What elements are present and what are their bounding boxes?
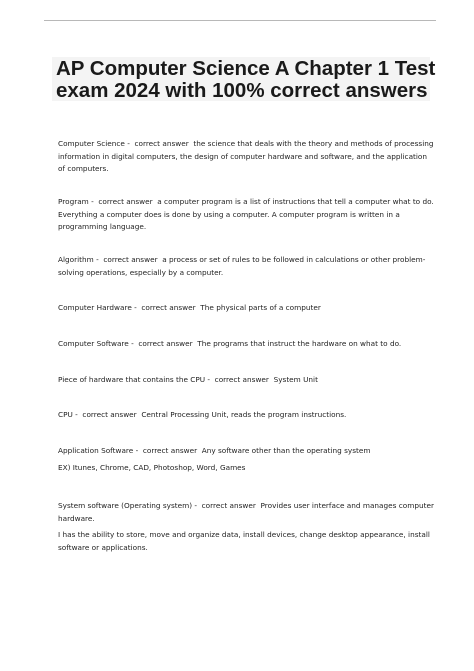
qa-separator: - correct answer bbox=[205, 375, 274, 384]
qa-term: System software (Operating system) bbox=[58, 501, 193, 510]
qa-term: Application Software bbox=[58, 446, 134, 455]
qa-entry-computer-hardware bbox=[58, 302, 436, 315]
qa-term: CPU bbox=[58, 410, 73, 419]
qa-separator: - correct answer bbox=[133, 446, 202, 455]
qa-answer: The physical parts of a computer bbox=[200, 303, 321, 312]
qa-answer: The programs that instruct the hardware on what to do. bbox=[197, 339, 402, 348]
qa-answer: Any software other than the operating system bbox=[201, 446, 371, 455]
qa-term: Computer Science bbox=[58, 139, 125, 148]
qa-separator: - correct answer bbox=[88, 197, 158, 206]
qa-term: Piece of hardware that contains the CPU bbox=[58, 375, 206, 384]
qa-entry-algorithm bbox=[58, 254, 436, 279]
document-title-line-2: exam 2024 with 100% correct answers bbox=[56, 79, 428, 102]
qa-term: Algorithm bbox=[58, 255, 94, 264]
qa-answer: Provides user interface and manages computer hardware. bbox=[58, 501, 434, 523]
qa-answer: a process or set of rules to be followed in calculations or other problem-solving operations, especially by a computer. bbox=[58, 255, 426, 277]
qa-extra-system-software-details: I has the ability to store, move and organize data, install devices, change desktop appearance, install software or applications. bbox=[58, 530, 430, 552]
qa-separator: - correct answer bbox=[72, 410, 142, 419]
qa-entry-system-unit bbox=[58, 374, 436, 387]
top-divider bbox=[44, 20, 436, 21]
qa-entry-application-software bbox=[58, 445, 436, 458]
document-title-line-1: AP Computer Science A Chapter 1 Test bbox=[56, 57, 436, 80]
qa-term: Computer Software bbox=[58, 339, 129, 348]
qa-answer: a computer program is a list of instructions that tell a computer what to do. Everything a computer does is done by using a computer. A computer program is written in a programming language. bbox=[58, 197, 434, 231]
qa-separator: - correct answer bbox=[192, 501, 261, 510]
qa-term: Program bbox=[58, 197, 89, 206]
qa-answer: System Unit bbox=[273, 375, 318, 384]
qa-term: Computer Hardware bbox=[58, 303, 132, 312]
qa-entry-computer-science bbox=[58, 138, 436, 176]
qa-entry-system-software bbox=[58, 500, 436, 525]
qa-separator: - correct answer bbox=[124, 139, 194, 148]
qa-entry-computer-software bbox=[58, 338, 436, 351]
qa-separator: - correct answer bbox=[128, 339, 198, 348]
qa-answer: the science that deals with the theory and methods of processing information in digital computers, the design of computer hardware and software, and the application of computers. bbox=[58, 139, 434, 173]
qa-entry-program bbox=[58, 196, 436, 234]
qa-entry-cpu bbox=[58, 409, 436, 422]
qa-answer: Central Processing Unit, reads the program instructions. bbox=[141, 410, 347, 419]
qa-separator: - correct answer bbox=[93, 255, 163, 264]
qa-separator: - correct answer bbox=[131, 303, 201, 312]
qa-extra-application-software-examples: EX) Itunes, Chrome, CAD, Photoshop, Word, Games bbox=[58, 463, 246, 472]
